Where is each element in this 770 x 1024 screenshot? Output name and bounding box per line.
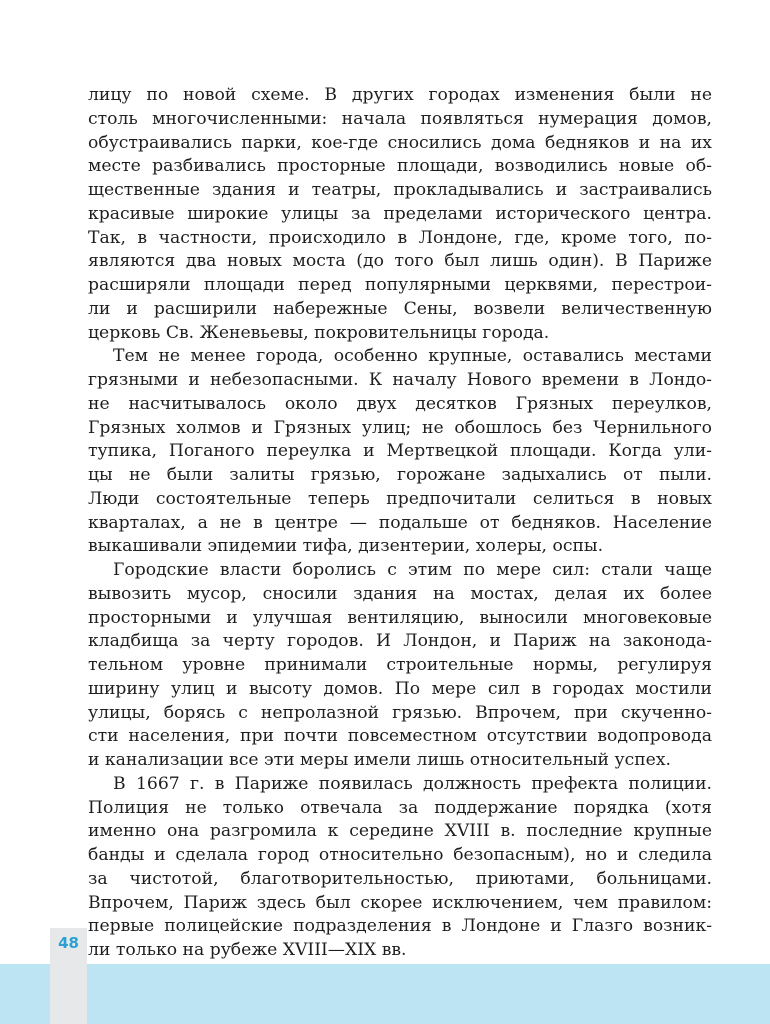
text-line: тупика, Поганого переулка и Мертвецкой площади. Когда ули- <box>88 441 712 462</box>
text-line: кладбища за черту городов. И Лондон, и Париж на законода- <box>88 631 712 652</box>
paragraph-3 <box>88 559 712 773</box>
page-number: 48 <box>58 934 79 952</box>
text-line: и канализации все эти меры имели лишь относительный успех. <box>88 750 671 770</box>
text-line: щественные здания и театры, прокладывались и застраивались <box>88 180 712 200</box>
text-line: ли и расширили набережные Сены, возвели величественную <box>88 298 712 319</box>
text-line: банды и сделала город относительно безопасным), но и следила <box>88 845 712 865</box>
text-line: не насчитывалось около двух десятков Грязных переулков, <box>88 393 712 414</box>
text-line: вывозить мусор, сносили здания на мостах, делая их более <box>88 583 712 604</box>
text-line: за чистотой, благотворительностью, приютами, больницами. <box>88 868 712 889</box>
text-line: Городские власти боролись с этим по мере сил: стали чаще <box>113 560 712 580</box>
text-line: именно она разгромила к середине XVIII в. последние крупные <box>88 821 712 842</box>
text-line: улицы, борясь с непролазной грязью. Впрочем, при скученно- <box>88 702 712 723</box>
text-line: кварталах, а не в центре — подальше от бедняков. Население <box>88 512 712 533</box>
text-line: грязными и небезопасными. К началу Нового времени в Лондо- <box>88 370 712 390</box>
text-line: Так, в частности, происходило в Лондоне, где, кроме того, по- <box>88 227 712 248</box>
paragraph-4 <box>88 773 712 963</box>
text-line: расширяли площади перед популярными церквями, перестрои- <box>88 275 712 295</box>
text-line: выкашивали эпидемии тифа, дизентерии, холеры, оспы. <box>88 536 604 557</box>
text-line: церковь Св. Женевьевы, покровительницы города. <box>88 322 550 343</box>
text-line: месте разбивались просторные площади, возводились новые об- <box>88 156 712 177</box>
text-line: В 1667 г. в Париже появилась должность префекта полиции. <box>113 773 712 794</box>
text-line: цы не были залиты грязью, горожане задыхались от пыли. <box>88 465 712 485</box>
text-line: просторными и улучшая вентиляцию, выносили многовековые <box>88 607 712 628</box>
text-line: ширину улиц и высоту домов. По мере сил в городах мостили <box>88 678 712 699</box>
footer-band <box>0 964 770 1024</box>
paragraph-2 <box>88 345 712 559</box>
text-line: являются два новых моста (до того был лишь один). В Париже <box>88 251 712 272</box>
text-line: Тем не менее города, особенно крупные, оставались местами <box>113 346 712 367</box>
text-line: столь многочисленными: начала появляться нумерация домов, <box>88 108 712 129</box>
body-text <box>88 84 712 963</box>
text-line: Грязных холмов и Грязных улиц; не обошлось без Чернильного <box>88 417 712 438</box>
text-line: тельном уровне принимали строительные нормы, регулируя <box>88 655 712 675</box>
text-line: Полиция не только отвечала за поддержание порядка (хотя <box>88 797 712 818</box>
text-line: Впрочем, Париж здесь был скорее исключением, чем правилом: <box>88 892 712 913</box>
text-line: обустраивались парки, кое-где сносились дома бедняков и на их <box>88 132 712 153</box>
text-line: красивые широкие улицы за пределами исторического центра. <box>88 203 712 224</box>
text-line: ли только на рубеже XVIII—XIX вв. <box>88 940 407 960</box>
text-line: лицу по новой схеме. В других городах изменения были не <box>88 85 712 105</box>
text-line: первые полицейские подразделения в Лондоне и Глазго возник- <box>88 916 712 937</box>
paragraph-1 <box>88 84 712 345</box>
text-line: сти населения, при почти повсеместном отсутствии водопровода <box>88 726 712 747</box>
text-line: Люди состоятельные теперь предпочитали селиться в новых <box>88 488 712 509</box>
